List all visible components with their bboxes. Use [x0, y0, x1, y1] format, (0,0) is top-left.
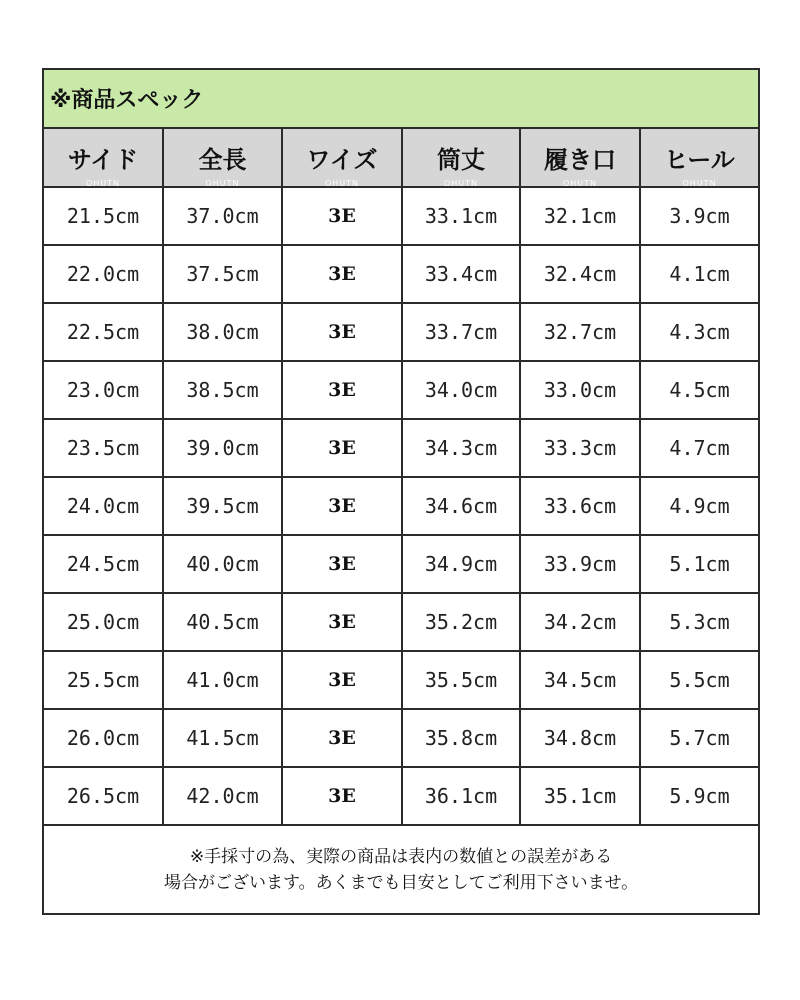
cell-length: 41.5cm — [163, 709, 282, 767]
table-row — [43, 535, 759, 593]
cell-width: 3E — [282, 477, 402, 535]
cell-side: 24.0cm — [43, 477, 163, 535]
cell-shaft-height: 34.3cm — [402, 419, 520, 477]
watermark-text: OHUTN — [682, 179, 717, 188]
cell-length: 40.5cm — [163, 593, 282, 651]
cell-shaft-height: 34.0cm — [402, 361, 520, 419]
cell-opening: 33.6cm — [520, 477, 640, 535]
cell-opening: 32.4cm — [520, 245, 640, 303]
watermark-text: OHUTN — [85, 179, 121, 188]
table-row — [43, 477, 759, 535]
cell-side: 26.5cm — [43, 767, 163, 825]
cell-opening: 34.2cm — [520, 593, 640, 651]
watermark-text: OHUTN — [205, 179, 240, 188]
column-header-side — [43, 128, 163, 187]
cell-heel: 5.9cm — [640, 767, 759, 825]
cell-length: 42.0cm — [163, 767, 282, 825]
table-row — [43, 245, 759, 303]
cell-heel: 4.1cm — [640, 245, 759, 303]
watermark-text: OHUTN — [443, 179, 479, 188]
cell-width: 3E — [282, 419, 402, 477]
watermark-text: OHUTN — [562, 179, 598, 188]
cell-shaft-height: 33.4cm — [402, 245, 520, 303]
table-row — [43, 767, 759, 825]
cell-heel: 4.7cm — [640, 419, 759, 477]
column-header-opening — [520, 128, 640, 187]
cell-heel: 4.3cm — [640, 303, 759, 361]
column-header-shaft-height — [402, 128, 520, 187]
cell-side: 25.0cm — [43, 593, 163, 651]
note-row — [43, 825, 759, 914]
cell-shaft-height: 35.8cm — [402, 709, 520, 767]
cell-heel: 5.5cm — [640, 651, 759, 709]
cell-shaft-height: 34.9cm — [402, 535, 520, 593]
cell-width: 3E — [282, 767, 402, 825]
column-header-label: ヒール — [664, 146, 735, 174]
cell-heel: 4.5cm — [640, 361, 759, 419]
cell-width: 3E — [282, 709, 402, 767]
cell-width: 3E — [282, 187, 402, 245]
cell-heel: 5.3cm — [640, 593, 759, 651]
cell-opening: 34.5cm — [520, 651, 640, 709]
cell-side: 26.0cm — [43, 709, 163, 767]
cell-side: 23.5cm — [43, 419, 163, 477]
column-header-length — [163, 128, 282, 187]
note-line-2: 場合がございます。あくまでも目安としてご利用下さいませ。 — [163, 872, 639, 893]
cell-side: 21.5cm — [43, 187, 163, 245]
cell-side: 24.5cm — [43, 535, 163, 593]
table-row — [43, 651, 759, 709]
spec-table — [42, 68, 760, 915]
cell-shaft-height: 35.2cm — [402, 593, 520, 651]
table-row — [43, 709, 759, 767]
cell-side: 25.5cm — [43, 651, 163, 709]
column-header-label: 筒丈 — [437, 146, 485, 174]
table-row — [43, 361, 759, 419]
cell-length: 40.0cm — [163, 535, 282, 593]
cell-opening: 33.9cm — [520, 535, 640, 593]
table-row — [43, 419, 759, 477]
column-header-width — [282, 128, 402, 187]
cell-width: 3E — [282, 303, 402, 361]
table-row — [43, 187, 759, 245]
title-row — [43, 69, 759, 128]
cell-shaft-height: 34.6cm — [402, 477, 520, 535]
cell-heel: 5.1cm — [640, 535, 759, 593]
cell-shaft-height: 35.5cm — [402, 651, 520, 709]
cell-length: 38.0cm — [163, 303, 282, 361]
cell-heel: 5.7cm — [640, 709, 759, 767]
cell-opening: 33.0cm — [520, 361, 640, 419]
cell-width: 3E — [282, 593, 402, 651]
column-header-label: ワイズ — [306, 146, 378, 174]
cell-width: 3E — [282, 535, 402, 593]
cell-opening: 33.3cm — [520, 419, 640, 477]
cell-width: 3E — [282, 361, 402, 419]
cell-length: 38.5cm — [163, 361, 282, 419]
column-header-heel — [640, 128, 759, 187]
column-header-label: 履き口 — [544, 146, 616, 174]
measurement-note — [43, 825, 759, 914]
cell-length: 41.0cm — [163, 651, 282, 709]
note-line-1: ※手採寸の為、実際の商品は表内の数値との誤差がある — [189, 846, 613, 867]
table-title: ※商品スペック — [43, 69, 759, 128]
cell-opening: 32.1cm — [520, 187, 640, 245]
cell-length: 39.0cm — [163, 419, 282, 477]
cell-shaft-height: 36.1cm — [402, 767, 520, 825]
cell-width: 3E — [282, 245, 402, 303]
column-header-label: 全長 — [198, 146, 247, 174]
cell-opening: 35.1cm — [520, 767, 640, 825]
cell-heel: 3.9cm — [640, 187, 759, 245]
table-row — [43, 593, 759, 651]
cell-shaft-height: 33.7cm — [402, 303, 520, 361]
cell-side: 23.0cm — [43, 361, 163, 419]
table-row — [43, 303, 759, 361]
column-header-label: サイド — [67, 146, 139, 174]
cell-opening: 34.8cm — [520, 709, 640, 767]
cell-heel: 4.9cm — [640, 477, 759, 535]
cell-side: 22.5cm — [43, 303, 163, 361]
cell-width: 3E — [282, 651, 402, 709]
cell-shaft-height: 33.1cm — [402, 187, 520, 245]
header-row — [43, 128, 759, 187]
watermark-text: OHUTN — [324, 179, 360, 188]
cell-length: 39.5cm — [163, 477, 282, 535]
cell-length: 37.0cm — [163, 187, 282, 245]
cell-side: 22.0cm — [43, 245, 163, 303]
cell-opening: 32.7cm — [520, 303, 640, 361]
cell-length: 37.5cm — [163, 245, 282, 303]
